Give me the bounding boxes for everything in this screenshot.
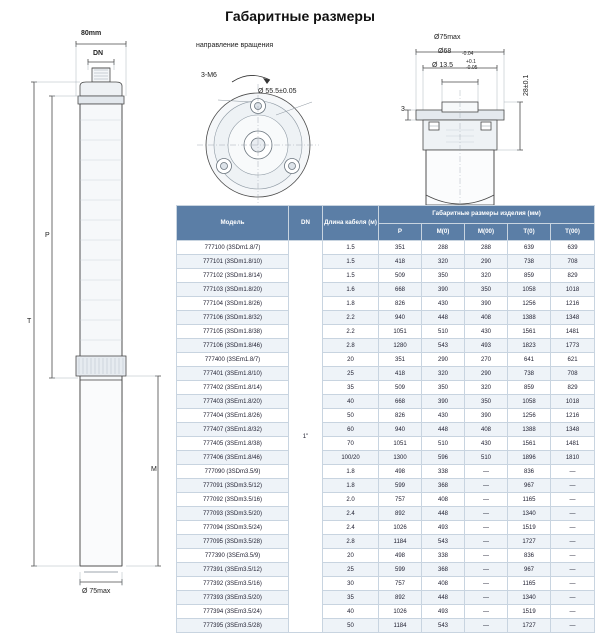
cell-model: 777106 (3SDm1.8/46) bbox=[177, 339, 289, 353]
cell-m00: — bbox=[465, 535, 508, 549]
cell-p: 351 bbox=[379, 353, 422, 367]
dim-dn-label: DN bbox=[93, 50, 104, 57]
cell-m0: 543 bbox=[422, 339, 465, 353]
th-p: P bbox=[379, 224, 422, 241]
table-row bbox=[177, 409, 595, 423]
cell-model: 777106 (3SDm1.8/32) bbox=[177, 311, 289, 325]
cell-t00: — bbox=[551, 591, 595, 605]
cell-t0: 967 bbox=[508, 563, 551, 577]
cell-model: 777395 (3SEm3.5/28) bbox=[177, 619, 289, 633]
th-m0: M(0) bbox=[422, 224, 465, 241]
cell-model: 777393 (3SEm3.5/20) bbox=[177, 591, 289, 605]
cell-m00: 408 bbox=[465, 311, 508, 325]
cell-p: 1026 bbox=[379, 521, 422, 535]
cell-m0: 350 bbox=[422, 269, 465, 283]
dimensions-table-wrapper bbox=[176, 205, 594, 633]
cell-m00: — bbox=[465, 549, 508, 563]
d75max-label: Ø75max bbox=[434, 34, 461, 41]
cell-m0: 408 bbox=[422, 493, 465, 507]
cell-p: 1051 bbox=[379, 437, 422, 451]
cell-t00: 1348 bbox=[551, 311, 595, 325]
cell-model: 777390 (3SEm3.5/9) bbox=[177, 549, 289, 563]
table-row bbox=[177, 591, 595, 605]
cell-cable-length: 2.8 bbox=[323, 339, 379, 353]
cell-cable-length: 2.2 bbox=[323, 325, 379, 339]
cell-cable-length: 20 bbox=[323, 549, 379, 563]
cell-m0: 596 bbox=[422, 451, 465, 465]
cell-t0: 1561 bbox=[508, 325, 551, 339]
cell-model: 777401 (3SEm1.8/10) bbox=[177, 367, 289, 381]
cell-t0: 836 bbox=[508, 465, 551, 479]
table-row bbox=[177, 269, 595, 283]
cell-p: 509 bbox=[379, 269, 422, 283]
cell-t00: 621 bbox=[551, 353, 595, 367]
cell-p: 1184 bbox=[379, 619, 422, 633]
cell-t00: 708 bbox=[551, 367, 595, 381]
cell-t00: — bbox=[551, 563, 595, 577]
cell-m00: 390 bbox=[465, 409, 508, 423]
cell-t00: — bbox=[551, 493, 595, 507]
cell-m0: 448 bbox=[422, 591, 465, 605]
table-row bbox=[177, 395, 595, 409]
cell-m0: 430 bbox=[422, 297, 465, 311]
cell-cable-length: 2.2 bbox=[323, 311, 379, 325]
cell-model: 777093 (3SDm3.5/20) bbox=[177, 507, 289, 521]
cell-m00: — bbox=[465, 577, 508, 591]
cell-model: 777404 (3SEm1.8/26) bbox=[177, 409, 289, 423]
cell-m00: — bbox=[465, 605, 508, 619]
cell-cable-length: 60 bbox=[323, 423, 379, 437]
right-section-drawing bbox=[396, 30, 596, 230]
cell-p: 757 bbox=[379, 577, 422, 591]
cell-m0: 350 bbox=[422, 381, 465, 395]
cell-model: 777094 (3SDm3.5/24) bbox=[177, 521, 289, 535]
cell-t00: — bbox=[551, 549, 595, 563]
table-row bbox=[177, 283, 595, 297]
cell-model: 777407 (3SEm1.8/32) bbox=[177, 423, 289, 437]
cell-cable-length: 70 bbox=[323, 437, 379, 451]
th-model: Модель bbox=[177, 206, 289, 241]
cell-m0: 288 bbox=[422, 241, 465, 255]
table-row bbox=[177, 451, 595, 465]
table-row bbox=[177, 549, 595, 563]
d68-label: Ø68 bbox=[438, 48, 452, 55]
dim-m-label: M bbox=[151, 466, 157, 473]
cell-m00: — bbox=[465, 465, 508, 479]
cell-m00: 288 bbox=[465, 241, 508, 255]
cell-p: 668 bbox=[379, 283, 422, 297]
cell-m0: 543 bbox=[422, 535, 465, 549]
cell-t0: 738 bbox=[508, 367, 551, 381]
cell-m00: 320 bbox=[465, 269, 508, 283]
table-row bbox=[177, 423, 595, 437]
cell-m0: 493 bbox=[422, 521, 465, 535]
table-body bbox=[177, 241, 595, 633]
th-t00: T(00) bbox=[551, 224, 595, 241]
cell-p: 892 bbox=[379, 591, 422, 605]
cell-model: 777100 (3SDm1.8/7) bbox=[177, 241, 289, 255]
th-dimensions-group: Габаритные размеры изделия (мм) bbox=[379, 206, 595, 224]
cell-p: 668 bbox=[379, 395, 422, 409]
cell-model: 777400 (3SEm1.8/7) bbox=[177, 353, 289, 367]
cell-m00: 290 bbox=[465, 255, 508, 269]
cell-cable-length: 50 bbox=[323, 409, 379, 423]
table-row bbox=[177, 521, 595, 535]
cell-cable-length: 100/20 bbox=[323, 451, 379, 465]
cell-m0: 493 bbox=[422, 605, 465, 619]
cell-t0: 1256 bbox=[508, 297, 551, 311]
cell-t00: — bbox=[551, 507, 595, 521]
cell-t00: 1481 bbox=[551, 437, 595, 451]
cell-cable-length: 40 bbox=[323, 395, 379, 409]
cell-t00: — bbox=[551, 479, 595, 493]
cell-cable-length: 2.4 bbox=[323, 521, 379, 535]
th-cable-length: Длина кабеля (м) bbox=[323, 206, 379, 241]
cell-m00: 390 bbox=[465, 297, 508, 311]
cell-t0: 1896 bbox=[508, 451, 551, 465]
cell-t0: 641 bbox=[508, 353, 551, 367]
cell-t0: 1058 bbox=[508, 283, 551, 297]
cell-t0: 1519 bbox=[508, 605, 551, 619]
height-28-label: 28±0.1 bbox=[523, 74, 530, 96]
dim-80mm-label: 80mm bbox=[81, 30, 102, 37]
cell-cable-length: 1.6 bbox=[323, 283, 379, 297]
cell-model: 777392 (3SEm3.5/16) bbox=[177, 577, 289, 591]
cell-t00: — bbox=[551, 619, 595, 633]
cell-m0: 368 bbox=[422, 479, 465, 493]
cell-t00: 1216 bbox=[551, 297, 595, 311]
cell-t0: 1058 bbox=[508, 395, 551, 409]
cell-m00: 408 bbox=[465, 423, 508, 437]
cell-p: 1300 bbox=[379, 451, 422, 465]
cell-m00: 290 bbox=[465, 367, 508, 381]
cell-m0: 543 bbox=[422, 619, 465, 633]
cell-t00: — bbox=[551, 535, 595, 549]
table-row bbox=[177, 339, 595, 353]
cell-p: 509 bbox=[379, 381, 422, 395]
cell-model: 777105 (3SDm1.8/38) bbox=[177, 325, 289, 339]
cell-m0: 448 bbox=[422, 311, 465, 325]
cell-m0: 510 bbox=[422, 437, 465, 451]
table-row bbox=[177, 367, 595, 381]
cell-cable-length: 2.8 bbox=[323, 535, 379, 549]
cell-t00: — bbox=[551, 605, 595, 619]
cell-t00: 829 bbox=[551, 381, 595, 395]
cell-cable-length: 1.8 bbox=[323, 465, 379, 479]
cell-cable-length: 25 bbox=[323, 563, 379, 577]
th-m00: M(00) bbox=[465, 224, 508, 241]
cell-cable-length: 2.4 bbox=[323, 507, 379, 521]
cell-m0: 408 bbox=[422, 577, 465, 591]
table-row bbox=[177, 535, 595, 549]
cell-t00: 829 bbox=[551, 269, 595, 283]
cell-p: 418 bbox=[379, 367, 422, 381]
table-row bbox=[177, 325, 595, 339]
cell-p: 1026 bbox=[379, 605, 422, 619]
cell-p: 599 bbox=[379, 479, 422, 493]
cell-p: 940 bbox=[379, 423, 422, 437]
table-row bbox=[177, 297, 595, 311]
cell-t0: 859 bbox=[508, 381, 551, 395]
d13-5-lower-tolerance-label: -0.05 bbox=[466, 65, 478, 71]
cell-m0: 430 bbox=[422, 409, 465, 423]
cell-t00: — bbox=[551, 521, 595, 535]
cell-cable-length: 50 bbox=[323, 619, 379, 633]
cell-cable-length: 35 bbox=[323, 381, 379, 395]
cell-t00: 1481 bbox=[551, 325, 595, 339]
cell-p: 498 bbox=[379, 465, 422, 479]
cell-p: 599 bbox=[379, 563, 422, 577]
d68-tolerance-label: -0.04 bbox=[462, 51, 474, 57]
cell-t0: 1561 bbox=[508, 437, 551, 451]
cell-m00: 510 bbox=[465, 451, 508, 465]
cell-t00: — bbox=[551, 465, 595, 479]
dim-t-label: T bbox=[27, 318, 32, 325]
dimensions-table bbox=[176, 205, 595, 633]
d13-5-upper-tolerance-label: +0.1 bbox=[466, 59, 476, 65]
table-row bbox=[177, 255, 595, 269]
cell-t00: 1810 bbox=[551, 451, 595, 465]
cell-cable-length: 30 bbox=[323, 577, 379, 591]
table-header-row bbox=[177, 206, 595, 224]
cell-t00: 1348 bbox=[551, 423, 595, 437]
table-row bbox=[177, 577, 595, 591]
cell-m00: — bbox=[465, 619, 508, 633]
d13-5-label: Ø 13.5 bbox=[432, 62, 454, 69]
cell-t0: 1256 bbox=[508, 409, 551, 423]
circle-diameter-label: Ø 55.5±0.05 bbox=[258, 88, 297, 95]
cell-model: 777102 (3SDm1.8/14) bbox=[177, 269, 289, 283]
cell-model: 777403 (3SEm1.8/20) bbox=[177, 395, 289, 409]
table-row bbox=[177, 605, 595, 619]
cell-model: 777095 (3SDm3.5/28) bbox=[177, 535, 289, 549]
cell-t0: 859 bbox=[508, 269, 551, 283]
cell-cable-length: 1.5 bbox=[323, 269, 379, 283]
th-dn: DN bbox=[289, 206, 323, 241]
cell-t0: 836 bbox=[508, 549, 551, 563]
dim-d75-label: Ø 75max bbox=[82, 588, 111, 595]
cell-model: 777406 (3SEm1.8/46) bbox=[177, 451, 289, 465]
cell-m0: 510 bbox=[422, 325, 465, 339]
table-row bbox=[177, 493, 595, 507]
cell-t0: 1165 bbox=[508, 493, 551, 507]
cell-p: 418 bbox=[379, 255, 422, 269]
cell-t0: 1727 bbox=[508, 535, 551, 549]
cell-cable-length: 1.5 bbox=[323, 241, 379, 255]
cell-m0: 368 bbox=[422, 563, 465, 577]
table-row bbox=[177, 381, 595, 395]
cell-m00: 430 bbox=[465, 437, 508, 451]
cell-m00: — bbox=[465, 563, 508, 577]
cell-t0: 1165 bbox=[508, 577, 551, 591]
cell-t0: 1388 bbox=[508, 423, 551, 437]
cell-cable-length: 1.5 bbox=[323, 255, 379, 269]
cell-p: 1051 bbox=[379, 325, 422, 339]
cell-p: 826 bbox=[379, 297, 422, 311]
cell-t00: 1216 bbox=[551, 409, 595, 423]
cell-t0: 639 bbox=[508, 241, 551, 255]
cell-m00: — bbox=[465, 591, 508, 605]
cell-p: 351 bbox=[379, 241, 422, 255]
bolts-3m6-label: 3-М6 bbox=[201, 72, 217, 79]
cell-model: 777091 (3SDm3.5/12) bbox=[177, 479, 289, 493]
cell-m00: 430 bbox=[465, 325, 508, 339]
cell-t00: 1773 bbox=[551, 339, 595, 353]
cell-cable-length: 2.0 bbox=[323, 493, 379, 507]
cell-cable-length: 40 bbox=[323, 605, 379, 619]
cell-t0: 1340 bbox=[508, 591, 551, 605]
cell-t00: 1018 bbox=[551, 395, 595, 409]
cell-m0: 290 bbox=[422, 353, 465, 367]
cell-model: 777101 (3SDm1.8/10) bbox=[177, 255, 289, 269]
cell-t0: 1388 bbox=[508, 311, 551, 325]
left-pump-drawing bbox=[0, 0, 180, 600]
dim-p-label: P bbox=[45, 232, 50, 239]
cell-t0: 738 bbox=[508, 255, 551, 269]
cell-p: 940 bbox=[379, 311, 422, 325]
cell-m0: 448 bbox=[422, 507, 465, 521]
cell-m0: 390 bbox=[422, 283, 465, 297]
cell-m0: 448 bbox=[422, 423, 465, 437]
cell-m00: — bbox=[465, 493, 508, 507]
cell-m0: 338 bbox=[422, 465, 465, 479]
cell-cable-length: 1.8 bbox=[323, 479, 379, 493]
cell-model: 777090 (3SDm3.5/9) bbox=[177, 465, 289, 479]
cell-t00: 1018 bbox=[551, 283, 595, 297]
cell-t0: 967 bbox=[508, 479, 551, 493]
cell-m00: 350 bbox=[465, 395, 508, 409]
cell-t0: 1727 bbox=[508, 619, 551, 633]
cell-m0: 320 bbox=[422, 367, 465, 381]
cell-m00: — bbox=[465, 507, 508, 521]
table-row bbox=[177, 465, 595, 479]
th-t0: T(0) bbox=[508, 224, 551, 241]
page-title: Габаритные размеры bbox=[225, 8, 375, 24]
table-row bbox=[177, 479, 595, 493]
cell-m00: — bbox=[465, 521, 508, 535]
cell-cable-length: 25 bbox=[323, 367, 379, 381]
cell-model: 777402 (3SEm1.8/14) bbox=[177, 381, 289, 395]
cell-m00: 270 bbox=[465, 353, 508, 367]
cell-t0: 1340 bbox=[508, 507, 551, 521]
cell-m00: — bbox=[465, 479, 508, 493]
cell-m0: 390 bbox=[422, 395, 465, 409]
cell-m00: 320 bbox=[465, 381, 508, 395]
cell-p: 757 bbox=[379, 493, 422, 507]
cell-p: 826 bbox=[379, 409, 422, 423]
table-row bbox=[177, 353, 595, 367]
rotation-direction-note: направление вращения bbox=[196, 42, 274, 49]
cell-p: 1280 bbox=[379, 339, 422, 353]
cell-model: 777104 (3SDm1.8/26) bbox=[177, 297, 289, 311]
cell-model: 777394 (3SEm3.5/24) bbox=[177, 605, 289, 619]
table-row bbox=[177, 563, 595, 577]
cell-p: 1184 bbox=[379, 535, 422, 549]
table-row bbox=[177, 437, 595, 451]
cell-model: 777092 (3SDm3.5/16) bbox=[177, 493, 289, 507]
cell-dn: 1" bbox=[289, 241, 323, 633]
cell-t00: 639 bbox=[551, 241, 595, 255]
cell-m0: 338 bbox=[422, 549, 465, 563]
cell-cable-length: 1.8 bbox=[323, 297, 379, 311]
cell-model: 777391 (3SEm3.5/12) bbox=[177, 563, 289, 577]
cell-m00: 350 bbox=[465, 283, 508, 297]
cell-p: 892 bbox=[379, 507, 422, 521]
cell-model: 777103 (3SDm1.8/20) bbox=[177, 283, 289, 297]
cell-t00: 708 bbox=[551, 255, 595, 269]
cell-p: 498 bbox=[379, 549, 422, 563]
cell-cable-length: 35 bbox=[323, 591, 379, 605]
table-row bbox=[177, 241, 595, 255]
table-row bbox=[177, 311, 595, 325]
cell-m0: 320 bbox=[422, 255, 465, 269]
table-row bbox=[177, 619, 595, 633]
cell-m00: 493 bbox=[465, 339, 508, 353]
table-row bbox=[177, 507, 595, 521]
cell-t0: 1823 bbox=[508, 339, 551, 353]
cell-t0: 1519 bbox=[508, 521, 551, 535]
height-3-label: 3 bbox=[401, 106, 405, 113]
cell-t00: — bbox=[551, 577, 595, 591]
cell-model: 777405 (3SEm1.8/38) bbox=[177, 437, 289, 451]
cell-cable-length: 20 bbox=[323, 353, 379, 367]
